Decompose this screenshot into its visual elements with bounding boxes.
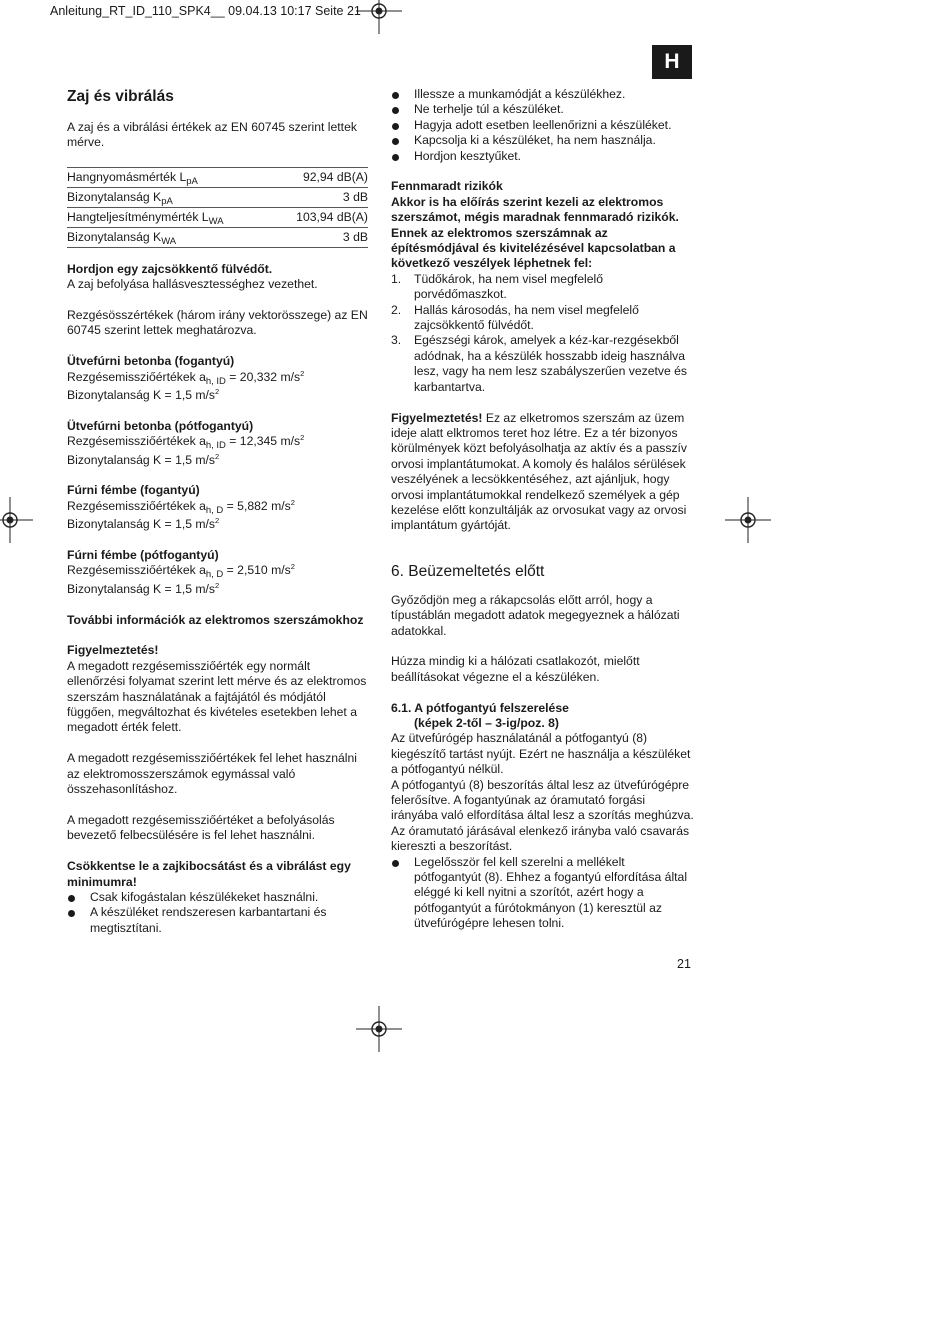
table-row: [67, 207, 368, 227]
reduce-title: Csökkentse le a zajkibocsátást és a vibrálást egy minimumra!: [67, 859, 351, 889]
vibration-value: = 5,882 m/s: [223, 498, 291, 513]
noise-label-sub: WA: [208, 215, 224, 227]
unit-exponent: 2: [300, 368, 305, 378]
noise-label: Hangteljesítménymérték L: [67, 209, 209, 224]
estimate-paragraph: A megadott rezgésemissziőértéket a befolyásolás bevezető felbecsülésére is fel lehet használni.: [67, 812, 335, 843]
further-info-title: További információk az elektromos szerszámokhoz: [67, 612, 364, 627]
unit-exponent: 2: [290, 497, 295, 507]
unit-exponent: 2: [215, 516, 220, 526]
section-title-noise: Zaj és vibrálás: [67, 88, 174, 105]
crop-mark-top-icon: [356, 0, 402, 34]
section-title-commissioning: 6. Beüzemeltetés előtt: [391, 562, 545, 580]
vibration-uncertainty: Bizonytalanság K = 1,5 m/s: [67, 388, 216, 403]
page-number: 21: [677, 957, 691, 971]
noise-label-sub: WA: [161, 235, 177, 247]
vibration-group: [67, 483, 368, 532]
vibration-group-title: Fúrni fémbe (fogantyú): [67, 483, 200, 498]
vibration-group: [67, 548, 368, 597]
vibration-uncertainty: Bizonytalanság K = 1,5 m/s: [67, 452, 216, 467]
list-text: Tüdőkárok, ha nem visel megfelelő porvédőmaszkot.: [414, 271, 604, 302]
mounting-list: [391, 855, 694, 932]
implant-warning: [391, 411, 694, 534]
noise-label: Hangnyomásmérték L: [67, 169, 187, 184]
reduce-list: [67, 890, 368, 936]
table-row: [67, 187, 368, 207]
vibration-group-title: Fúrni fémbe (pótfogantyú): [67, 548, 219, 563]
vibration-sub: h, D: [205, 569, 224, 581]
unit-exponent: 2: [300, 433, 305, 443]
unit-exponent: 2: [215, 387, 220, 397]
residual-risks-title: Fennmaradt rizikók: [391, 179, 503, 194]
noise-table: [67, 167, 368, 248]
list-item: [391, 303, 694, 334]
vibration-value: = 20,332 m/s: [225, 369, 301, 384]
warning-body: Ez az elketromos szerszám az üzem ideje alatt elktromos teret hoz létre. Ez a tér bizonyos körülmények közt befolyásolhatja az aktív és a passzív orvosi implantátumokat. A komoly és halálos sérülések veszélyének a lecsökkentéséhez, azt ajánljuk, hogy orvosi implantátumokkal rendelkező személyek a gép kezelése előtt konzultálják az orvosukat vagy az orvosi implantátum gyártóját.: [391, 410, 688, 533]
subsection-paragraph: Az ütvefúrógép használatánál a pótfogantyú (8) kiegészítő tartást nyújt. Ezért ne használja a készüléket a pótfogantyú nélkül.: [391, 731, 691, 777]
vibration-uncertainty: Bizonytalanság K = 1,5 m/s: [67, 581, 216, 596]
hearing-protection-text: A zaj befolyása hallásvesztességhez vezethet.: [67, 277, 318, 292]
list-item: Legelősször fel kell szerelni a mellékelt pótfogantyút (8). Ehhez a fogantyú elfordítása által eléggé ki kell nyitni a szorítót, azért hogy a pótfogantyút a fúrótokmányon (1) keresztül az ütvefúrógépre lehesen tolni.: [391, 855, 694, 932]
residual-risks-intro: Akkor is ha előírás szerint kezeli az elektromos szerszámot, mégis maradnak fennmaradó rizikók. Ennek az elektromos szerszámnak az építésmódjával és kivitelézésével kapcsolatban a következő veszélyek léphetnek fel:: [391, 194, 679, 271]
print-header: Anleitung_RT_ID_110_SPK4__ 09.04.13 10:17 Seite 21: [50, 4, 361, 18]
list-text: Hallás károsodás, ha nem visel megfelelő zajcsökkentő fülvédőt.: [414, 302, 639, 333]
compare-paragraph: A megadott rezgésemissziőértékek fel lehet használni az elektromosszerszámok egymással való összehasonlításhoz.: [67, 751, 357, 797]
list-number: 3.: [391, 333, 402, 348]
warning-title: Figyelmeztetés!: [67, 643, 159, 658]
warning-label: Figyelmeztetés!: [391, 410, 483, 425]
vibration-prefix: Rezgésemissziőértékek a: [67, 498, 206, 513]
vibration-group-title: Ütvefúrni betonba (fogantyú): [67, 354, 235, 369]
subsection-paragraph: A pótfogantyú (8) beszorítás által lesz az ütvefúrógépre felerősítve. A fogantyúnak az óramutató forgási irányába való elfordítása által lesz a szorítás meghúzva. Az óramutató járásával elenkező irányba való csavarás kiereszti a beszorítást.: [391, 777, 694, 854]
vibration-value: = 2,510 m/s: [223, 563, 291, 578]
noise-value: 3 dB: [273, 187, 368, 207]
right-column: [391, 87, 694, 932]
risk-list: [391, 272, 694, 395]
noise-value: 92,94 dB(A): [273, 167, 368, 187]
vibration-sub: h, D: [205, 504, 224, 516]
vibration-sub: h, ID: [205, 440, 226, 452]
vibration-group: [67, 354, 368, 403]
noise-label: Bizonytalanság K: [67, 189, 162, 204]
noise-intro: A zaj és a vibrálási értékek az EN 60745 szerint lettek mérve.: [67, 120, 357, 150]
noise-value: 103,94 dB(A): [273, 207, 368, 227]
noise-label-sub: pA: [161, 195, 173, 207]
subsection-figure-ref: (képek 2-től – 3-ig/poz. 8): [414, 715, 559, 730]
list-item: Csak kifogástalan készülékeket használni.: [67, 890, 368, 905]
vibration-intro: Rezgésösszértékek (három irány vektorösszege) az EN 60745 szerint lettek meghatározva.: [67, 308, 368, 338]
table-row: [67, 227, 368, 247]
commissioning-paragraph: Győződjön meg a rákapcsolás előtt arról, hogy a típustáblán megadott adatok megegyeznek a hálózati adatokkal.: [391, 592, 680, 638]
vibration-group-title: Ütvefúrni betonba (pótfogantyú): [67, 418, 254, 433]
list-item: [391, 272, 694, 303]
vibration-prefix: Rezgésemissziőértékek a: [67, 434, 206, 449]
noise-value: 3 dB: [273, 227, 368, 247]
warning-text: A megadott rezgésemissziőérték egy normált ellenőrzési folyamat szerint lett mérve és az elektromos szerszám használatának a fajtájától és módjától függően, megváltozhat és kivételes esetekben lehet a megadott érték felett.: [67, 658, 367, 735]
vibration-sub: h, ID: [205, 375, 226, 387]
crop-mark-right-icon: [725, 497, 771, 543]
crop-mark-bottom-icon: [356, 1006, 402, 1052]
hearing-protection-note: Hordjon egy zajcsökkentő fülvédőt.: [67, 261, 273, 276]
noise-label: Bizonytalanság K: [67, 229, 162, 244]
list-item: A készüléket rendszeresen karbantartani és megtisztítani.: [67, 905, 368, 936]
commissioning-paragraph: Húzza mindig ki a hálózati csatlakozót, mielőtt beállításokat végezne el a készüléken.: [391, 654, 640, 684]
left-column: [67, 87, 368, 936]
vibration-value: = 12,345 m/s: [225, 434, 301, 449]
tips-list: [391, 87, 694, 164]
list-item: Ne terhelje túl a készüléket.: [391, 102, 694, 117]
noise-label-sub: pA: [186, 175, 198, 187]
vibration-uncertainty: Bizonytalanság K = 1,5 m/s: [67, 517, 216, 532]
unit-exponent: 2: [215, 580, 220, 590]
vibration-prefix: Rezgésemissziőértékek a: [67, 369, 206, 384]
list-item: Kapcsolja ki a készüléket, ha nem használja.: [391, 133, 694, 148]
list-number: 2.: [391, 302, 402, 317]
unit-exponent: 2: [215, 451, 220, 461]
list-item: Illessze a munkamódját a készülékhez.: [391, 87, 694, 102]
table-row: [67, 167, 368, 187]
list-number: 1.: [391, 271, 402, 286]
list-item: Hagyja adott esetben leellenőrizni a készüléket.: [391, 118, 694, 133]
list-item: Hordjon kesztyűket.: [391, 149, 694, 164]
language-tab: H: [652, 45, 692, 79]
subsection-title: 6.1. A pótfogantyú felszerelése: [391, 700, 569, 715]
vibration-prefix: Rezgésemissziőértékek a: [67, 563, 206, 578]
vibration-group: [67, 419, 368, 468]
unit-exponent: 2: [290, 562, 295, 572]
crop-mark-left-icon: [0, 497, 33, 543]
list-item: [391, 333, 694, 395]
list-text: Egészségi károk, amelyek a kéz-kar-rezgésekből adódnak, ha a készülék hosszabb ideig használva lesz, vagy ha nem lesz szabályszerűen vezetve és karbantartva.: [414, 333, 687, 394]
